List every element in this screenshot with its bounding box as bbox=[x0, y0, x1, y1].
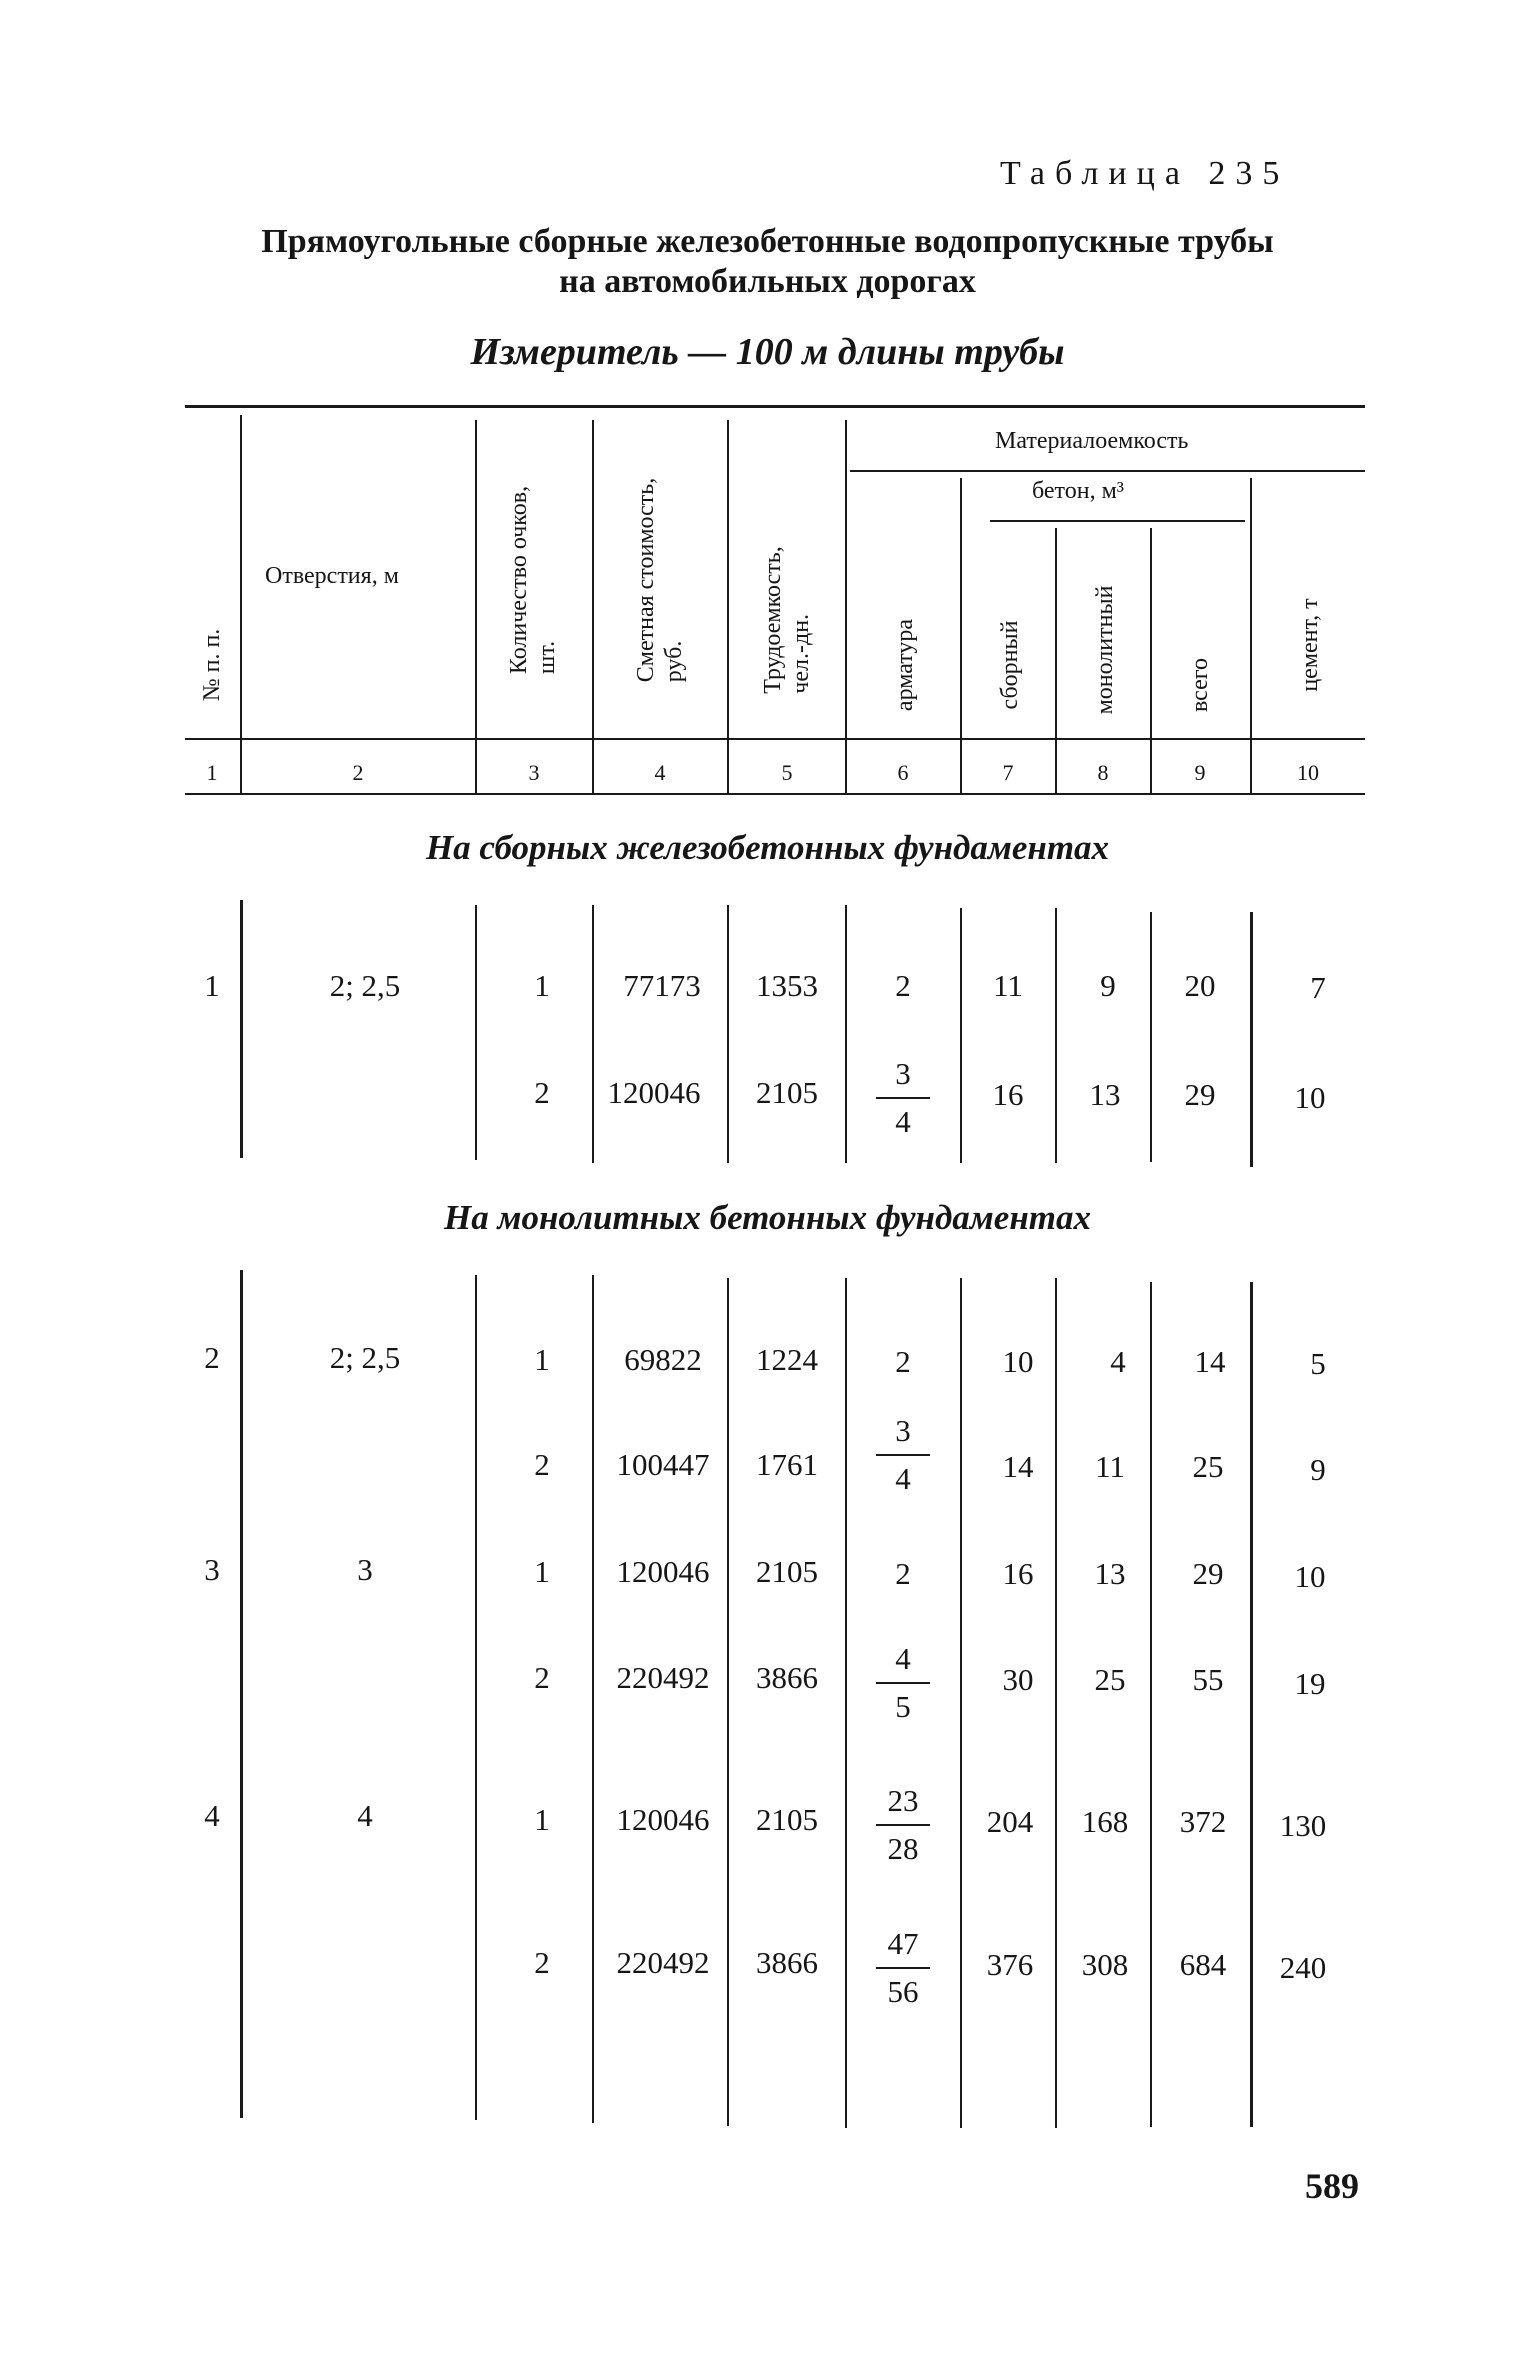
cell-monolithic: 13 bbox=[1094, 1556, 1126, 1591]
cell-cost: 77173 bbox=[623, 968, 701, 1003]
table-title-line1: Прямоугольные сборные железобетонные водопропускные трубы bbox=[261, 223, 1274, 260]
cell-total: 29 bbox=[1192, 1556, 1224, 1591]
cell-opening: 2; 2,5 bbox=[329, 968, 401, 1003]
cell-cost: 120046 bbox=[616, 1802, 710, 1837]
fraction-numerator: 23 bbox=[887, 1783, 919, 1818]
cell-num: 2 bbox=[204, 1340, 220, 1375]
cell-monolithic: 9 bbox=[1100, 968, 1116, 1003]
cell-precast: 204 bbox=[986, 1804, 1034, 1839]
col-number: 8 bbox=[1097, 760, 1109, 785]
cell-cement: 19 bbox=[1294, 1666, 1326, 1701]
cell-cement: 10 bbox=[1294, 1559, 1326, 1594]
cell-labor: 3866 bbox=[756, 1660, 818, 1695]
col-number: 9 bbox=[1194, 760, 1206, 785]
col-number: 1 bbox=[206, 760, 218, 785]
cell-precast: 30 bbox=[1002, 1662, 1034, 1697]
cell-monolithic: 13 bbox=[1089, 1077, 1121, 1112]
fraction-bar bbox=[876, 1967, 930, 1969]
header-labor-line1: Трудоемкость, bbox=[760, 546, 786, 694]
header-count-line2: шт. bbox=[534, 640, 560, 675]
header-labor bbox=[759, 546, 815, 693]
col-number: 5 bbox=[781, 760, 793, 785]
header-openings: Отверстия, м bbox=[265, 563, 399, 589]
table-title-line2: на автомобильных дорогах bbox=[559, 263, 976, 300]
fraction-denominator: 4 bbox=[895, 1461, 911, 1496]
fraction-numerator: 4 bbox=[895, 1641, 911, 1676]
cell-labor: 1761 bbox=[756, 1447, 818, 1482]
col-number: 6 bbox=[897, 760, 909, 785]
header-labor-line2: чел.-дн. bbox=[788, 613, 814, 694]
col-number: 7 bbox=[1002, 760, 1014, 785]
cell-cement: 9 bbox=[1310, 1452, 1326, 1487]
cell-total: 14 bbox=[1194, 1344, 1226, 1379]
fraction-denominator: 5 bbox=[895, 1689, 911, 1724]
cell-labor: 2105 bbox=[756, 1554, 818, 1589]
cell-monolithic: 308 bbox=[1081, 1947, 1129, 1982]
cell-total: 684 bbox=[1179, 1947, 1227, 1982]
cell-cement: 7 bbox=[1310, 970, 1326, 1005]
cell-precast: 14 bbox=[1002, 1449, 1034, 1484]
fraction-bar bbox=[876, 1454, 930, 1456]
col-number: 10 bbox=[1297, 760, 1319, 785]
cell-count: 2 bbox=[534, 1945, 550, 1980]
fraction-denominator: 56 bbox=[887, 1974, 919, 2009]
cell-rebar-fraction bbox=[876, 1055, 930, 1141]
cell-num: 3 bbox=[204, 1552, 220, 1587]
cell-labor: 1353 bbox=[756, 968, 818, 1003]
cell-rebar-fraction bbox=[876, 1412, 930, 1498]
cell-num: 1 bbox=[204, 968, 220, 1003]
cell-monolithic: 11 bbox=[1095, 1449, 1125, 1484]
cell-precast: 11 bbox=[993, 968, 1023, 1003]
table-label: Таблица 235 bbox=[1000, 155, 1290, 192]
header-cost-line1: Сметная стоимость, bbox=[633, 477, 659, 683]
fraction-numerator: 47 bbox=[887, 1926, 919, 1961]
unit-line: Измеритель — 100 м длины трубы bbox=[470, 331, 1065, 373]
cell-count: 2 bbox=[534, 1660, 550, 1695]
cell-rebar: 2 bbox=[895, 1556, 911, 1591]
fraction-numerator: 3 bbox=[895, 1056, 911, 1091]
cell-opening: 4 bbox=[357, 1798, 373, 1833]
fraction-bar bbox=[876, 1682, 930, 1684]
cell-total: 25 bbox=[1192, 1449, 1224, 1484]
fraction-bar bbox=[876, 1097, 930, 1099]
cell-precast: 376 bbox=[986, 1947, 1034, 1982]
fraction-bar bbox=[876, 1824, 930, 1826]
cell-labor: 2105 bbox=[756, 1802, 818, 1837]
cell-monolithic: 4 bbox=[1110, 1344, 1126, 1379]
col-number: 2 bbox=[352, 760, 364, 785]
cell-cement: 5 bbox=[1310, 1346, 1326, 1381]
cell-total: 29 bbox=[1184, 1077, 1216, 1112]
cell-cement: 10 bbox=[1294, 1080, 1326, 1115]
cell-cost: 100447 bbox=[616, 1447, 710, 1482]
cell-opening: 3 bbox=[357, 1552, 373, 1587]
cell-monolithic: 25 bbox=[1094, 1662, 1126, 1697]
fraction-denominator: 28 bbox=[887, 1831, 919, 1866]
header-concrete: бетон, м³ bbox=[1032, 478, 1124, 504]
col-number: 4 bbox=[654, 760, 666, 785]
cell-cost: 220492 bbox=[616, 1945, 710, 1980]
cell-num: 4 bbox=[204, 1798, 220, 1833]
header-num: № п. п. bbox=[199, 628, 225, 702]
cell-count: 1 bbox=[534, 1342, 550, 1377]
cell-monolithic: 168 bbox=[1081, 1804, 1129, 1839]
cell-labor: 3866 bbox=[756, 1945, 818, 1980]
col-number: 3 bbox=[528, 760, 540, 785]
cell-count: 2 bbox=[534, 1447, 550, 1482]
header-rebar: арматура bbox=[892, 618, 918, 712]
page-number: 589 bbox=[1305, 2166, 1359, 2206]
cell-total: 372 bbox=[1179, 1804, 1227, 1839]
cell-count: 2 bbox=[534, 1075, 550, 1110]
cell-cement: 130 bbox=[1279, 1808, 1327, 1843]
cell-rebar: 2 bbox=[895, 968, 911, 1003]
cell-total: 55 bbox=[1192, 1662, 1224, 1697]
cell-total: 20 bbox=[1184, 968, 1216, 1003]
cell-count: 1 bbox=[534, 1554, 550, 1589]
cell-cost: 120046 bbox=[616, 1554, 710, 1589]
cell-precast: 16 bbox=[992, 1077, 1024, 1112]
header-cost-line2: руб. bbox=[661, 640, 687, 683]
section2-title: На монолитных бетонных фундаментах bbox=[444, 1198, 1091, 1237]
fraction-numerator: 3 bbox=[895, 1413, 911, 1448]
header-count-line1: Количество очков, bbox=[506, 485, 532, 675]
header-monolithic: монолитный bbox=[1092, 585, 1118, 715]
cell-rebar-fraction bbox=[876, 1925, 930, 2011]
cell-precast: 10 bbox=[1002, 1344, 1034, 1379]
cell-cost: 220492 bbox=[616, 1660, 710, 1695]
cell-cost: 120046 bbox=[607, 1075, 701, 1110]
header-cement: цемент, т bbox=[1297, 598, 1323, 692]
cell-rebar-fraction bbox=[876, 1782, 930, 1868]
header-precast: сборный bbox=[997, 620, 1023, 710]
header-materials: Материалоемкость bbox=[995, 428, 1189, 454]
cell-cement: 240 bbox=[1279, 1950, 1327, 1985]
header-total: всего bbox=[1187, 657, 1213, 713]
fraction-denominator: 4 bbox=[895, 1104, 911, 1139]
cell-labor: 2105 bbox=[756, 1075, 818, 1110]
header-count bbox=[505, 486, 561, 674]
cell-cost: 69822 bbox=[624, 1342, 702, 1377]
header-cost bbox=[632, 478, 688, 682]
cell-count: 1 bbox=[534, 968, 550, 1003]
cell-rebar-fraction bbox=[876, 1640, 930, 1726]
cell-precast: 16 bbox=[1002, 1556, 1034, 1591]
cell-labor: 1224 bbox=[756, 1342, 818, 1377]
cell-count: 1 bbox=[534, 1802, 550, 1837]
cell-rebar: 2 bbox=[895, 1344, 911, 1379]
section1-title: На сборных железобетонных фундаментах bbox=[425, 828, 1110, 867]
cell-opening: 2; 2,5 bbox=[329, 1340, 401, 1375]
